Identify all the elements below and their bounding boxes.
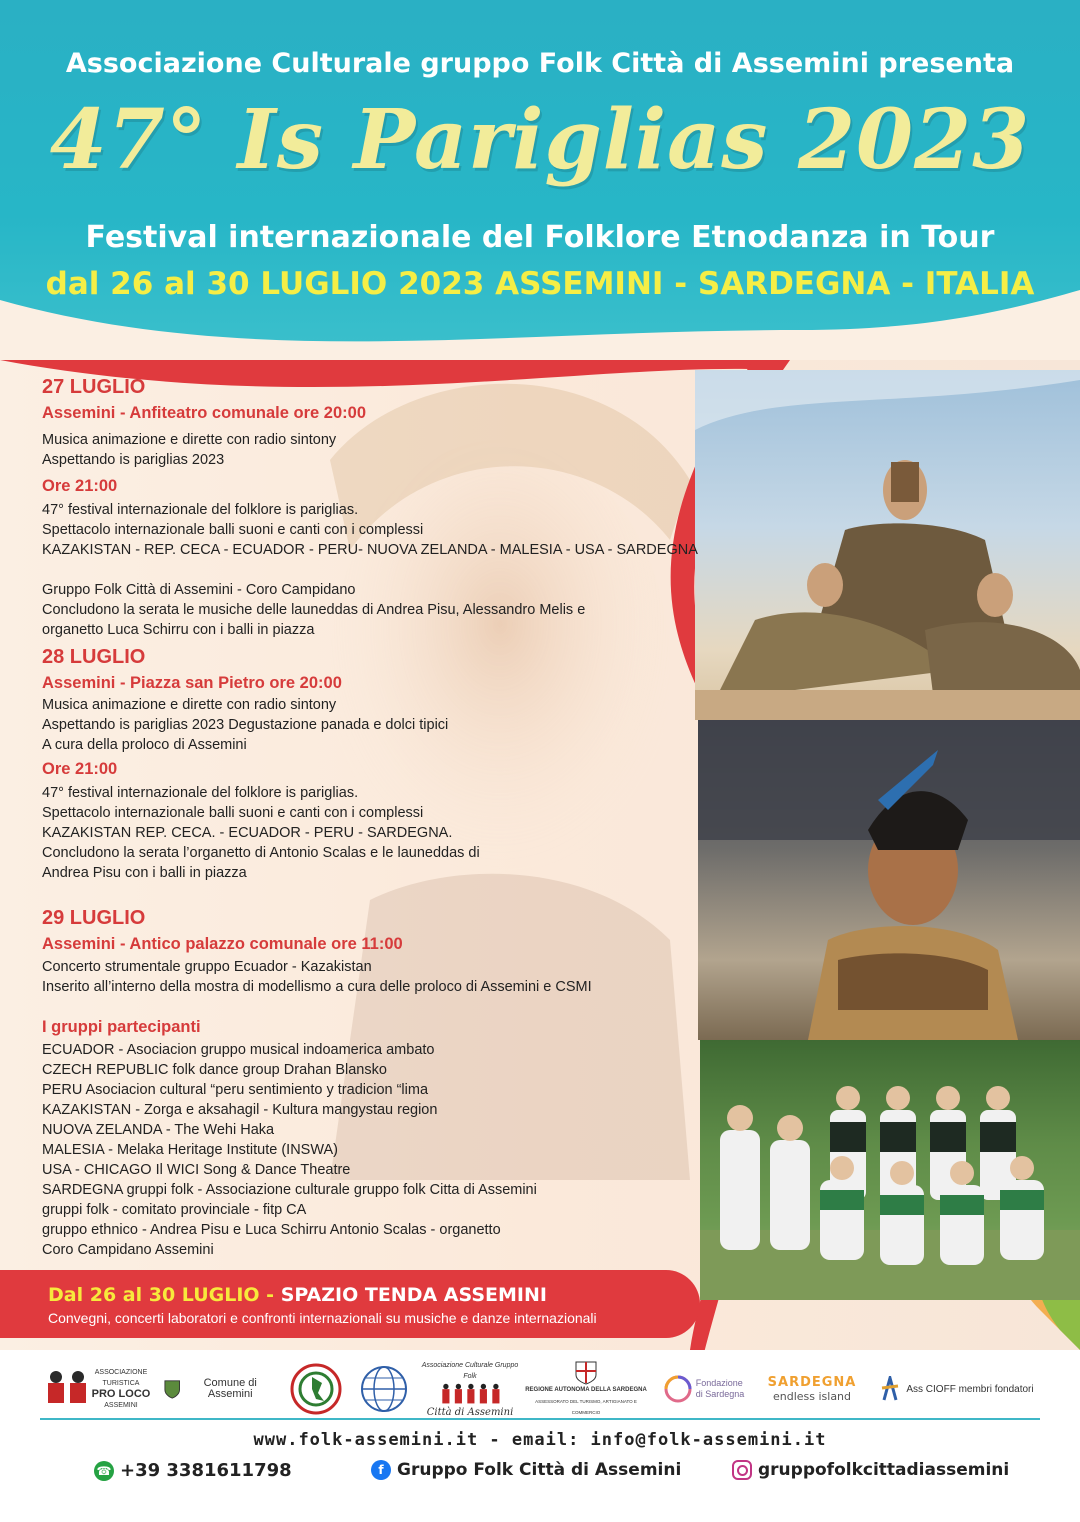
day-28-time: Ore 21:00 [42,760,118,778]
festival-title: 47° Is Pariglias 2023 [49,92,1031,188]
day-29-line-2: Inserito all’interno della mostra di modellismo a cura delle proloco di Assemini e CSMI [42,979,592,995]
banner-place: SPAZIO TENDA ASSEMINI [280,1284,547,1306]
day-27-line-6: Gruppo Folk Città di Assemini - Coro Campidano [42,582,356,598]
group-line: SARDEGNA gruppi folk - Associazione culturale gruppo folk Citta di Assemini [42,1182,537,1198]
venue-detail: - Antico palazzo comunale ore 11:00 [115,935,403,953]
banner-title [48,1284,547,1306]
venue-detail: - Piazza san Pietro ore 20:00 [115,674,342,692]
day-27-line-2: Aspettando is pariglias 2023 [42,452,225,468]
sardegna-logo [760,1360,864,1418]
crest-icon [164,1378,180,1400]
facebook-icon: f [371,1460,391,1480]
phone-number: +39 3381611798 [120,1460,292,1481]
dancers-icon [435,1382,505,1407]
day-27-line-5: KAZAKISTAN - REP. CECA - ECUADOR - PERU- NUOVA ZELANDA - MALESIA - USA - SARDEGNA [42,542,698,558]
group-line: gruppo ethnico - Andrea Pisu e Luca Schirru Antonio Scalas - organetto [42,1222,501,1238]
footer-divider [40,1418,1040,1420]
regione-logo [524,1360,648,1418]
proloco-line-3: PRO LOCO [91,1388,151,1400]
sardegna-word: SARDEGNA [767,1375,857,1390]
cioff-figure-icon [880,1376,900,1402]
regione-crest-icon [575,1361,597,1385]
day-27-line-8: organetto Luca Schirru con i balli in piazza [42,622,315,638]
phone-contact[interactable] [94,1460,292,1481]
cioff-logo [872,1360,1042,1418]
gruppo-folk-logo [420,1360,520,1418]
proloco-line-2: TURISTICA [102,1380,140,1387]
day-28-line-1: Musica animazione e dirette con radio sintony [42,697,337,713]
banner-subtitle: Convegni, concerti laboratori e confronti internazionali su musiche e danze internazionali [48,1310,597,1326]
day-29-line-1: Concerto strumentale gruppo Ecuador - Kazakistan [42,959,372,975]
venue-place: Assemini [42,935,116,953]
groups-heading: I gruppi partecipanti [42,1018,201,1036]
proloco-line-1: ASSOCIAZIONE [94,1369,148,1376]
day-28-line-2: Aspettando is pariglias 2023 Degustazione panada e dolci tipici [42,717,449,733]
day-27-date: 27 LUGLIO [42,376,146,398]
group-line: CZECH REPUBLIC folk dance group Drahan Blansko [42,1062,387,1078]
sardegna-tagline: endless island [772,1390,852,1403]
photo-kazakh-dancers [695,370,1080,720]
day-27-line-3: 47° festival internazionale del folklore is pariglias. [42,502,359,518]
day-28-line-6: KAZAKISTAN REP. CECA. - ECUADOR - PERU - SARDEGNA. [42,825,453,841]
italy-emblem-icon [290,1363,342,1415]
facebook-contact[interactable] [371,1460,681,1480]
photo-czech-dancers [700,1040,1080,1300]
comune-label: Comune di Assemini [203,1377,257,1400]
instagram-handle: gruppofolkcittadiassemini [758,1460,1010,1480]
folk-couple-icon [42,1369,92,1409]
day-28-date: 28 LUGLIO [42,646,146,668]
facebook-handle: Gruppo Folk Città di Assemini [397,1460,682,1480]
day-29-venue [42,935,403,954]
group-line: KAZAKISTAN - Zorga e aksahagil - Kultura mangystau region [42,1102,438,1118]
day-27-time: Ore 21:00 [42,477,118,495]
group-line: NUOVA ZELANDA - The Wehi Haka [42,1122,275,1138]
proloco-logo [40,1360,152,1418]
whatsapp-icon: ☎ [94,1461,114,1481]
regione-sublabel: ASSESSORATO DEL TURISMO, ARTIGIANATO E COMMERCIO [535,1398,637,1415]
day-27-line-7: Concludono la serata le musiche delle launeddas di Andrea Pisu, Alessandro Melis e [42,602,586,618]
header-intro: Associazione Culturale gruppo Folk Città di Assemini presenta [65,48,1015,79]
assoc-logo-arc: Associazione Culturale Gruppo Folk [421,1362,519,1380]
day-27-venue [42,404,366,423]
day-28-line-5: Spettacolo internazionale balli suoni e canti con i complessi [42,805,424,821]
website-email: www.folk-assemini.it - email: info@folk-assemini.it [253,1430,827,1450]
fondazione-logo [656,1360,752,1418]
comune-logo [164,1360,276,1418]
fondazione-line-1: Fondazione [695,1378,743,1388]
festival-subtitle: Festival internazionale del Folklore Etnodanza in Tour [85,220,995,255]
day-28-line-4: 47° festival internazionale del folklore is pariglias. [42,785,359,801]
day-28-line-7: Concludono la serata l’organetto di Antonio Scalas e le launeddas di [42,845,480,861]
fitp-logo [288,1360,344,1418]
day-28-line-3: A cura della proloco di Assemini [42,737,247,753]
venue-place: Assemini [42,404,116,422]
proloco-line-4: ASSEMINI [104,1402,138,1409]
cioff-label: Ass CIOFF membri fondatori [906,1383,1034,1395]
group-line: ECUADOR - Asociacion gruppo musical indoamerica ambato [42,1042,435,1058]
group-line: gruppi folk - comitato provinciale - fitp CA [42,1202,307,1218]
festival-dates: dal 26 al 30 LUGLIO 2023 ASSEMINI - SARDEGNA - ITALIA [45,266,1035,302]
banner-dates: Dal 26 al 30 LUGLIO - [48,1284,281,1306]
group-line: MALESIA - Melaka Heritage Institute (INSWA) [42,1142,339,1158]
photo-ecuador-dancer [698,720,1080,1040]
day-29-date: 29 LUGLIO [42,907,146,929]
assoc-caption: Città di Assemini [426,1407,514,1418]
day-28-venue [42,674,342,693]
group-line: USA - CHICAGO Il WICI Song & Dance Theatre [42,1162,351,1178]
group-line: Coro Campidano Assemini [42,1242,214,1258]
regione-label: REGIONE AUTONOMA DELLA SARDEGNA [525,1386,647,1393]
day-27-line-1: Musica animazione e dirette con radio sintony [42,432,337,448]
venue-place: Assemini [42,674,116,692]
group-line: PERU Asociacion cultural “peru sentimiento y tradicion “lima [42,1082,429,1098]
fondazione-line-2: di Sardegna [695,1389,745,1399]
globe-icon [359,1364,409,1414]
day-28-line-8: Andrea Pisu con i balli in piazza [42,865,247,881]
instagram-contact[interactable] [732,1460,1009,1480]
cioff-globe-logo [356,1360,412,1418]
fondazione-icon [664,1375,692,1403]
day-27-line-4: Spettacolo internazionale balli suoni e canti con i complessi [42,522,424,538]
venue-detail: - Anfiteatro comunale ore 20:00 [115,404,366,422]
instagram-icon [732,1460,752,1480]
